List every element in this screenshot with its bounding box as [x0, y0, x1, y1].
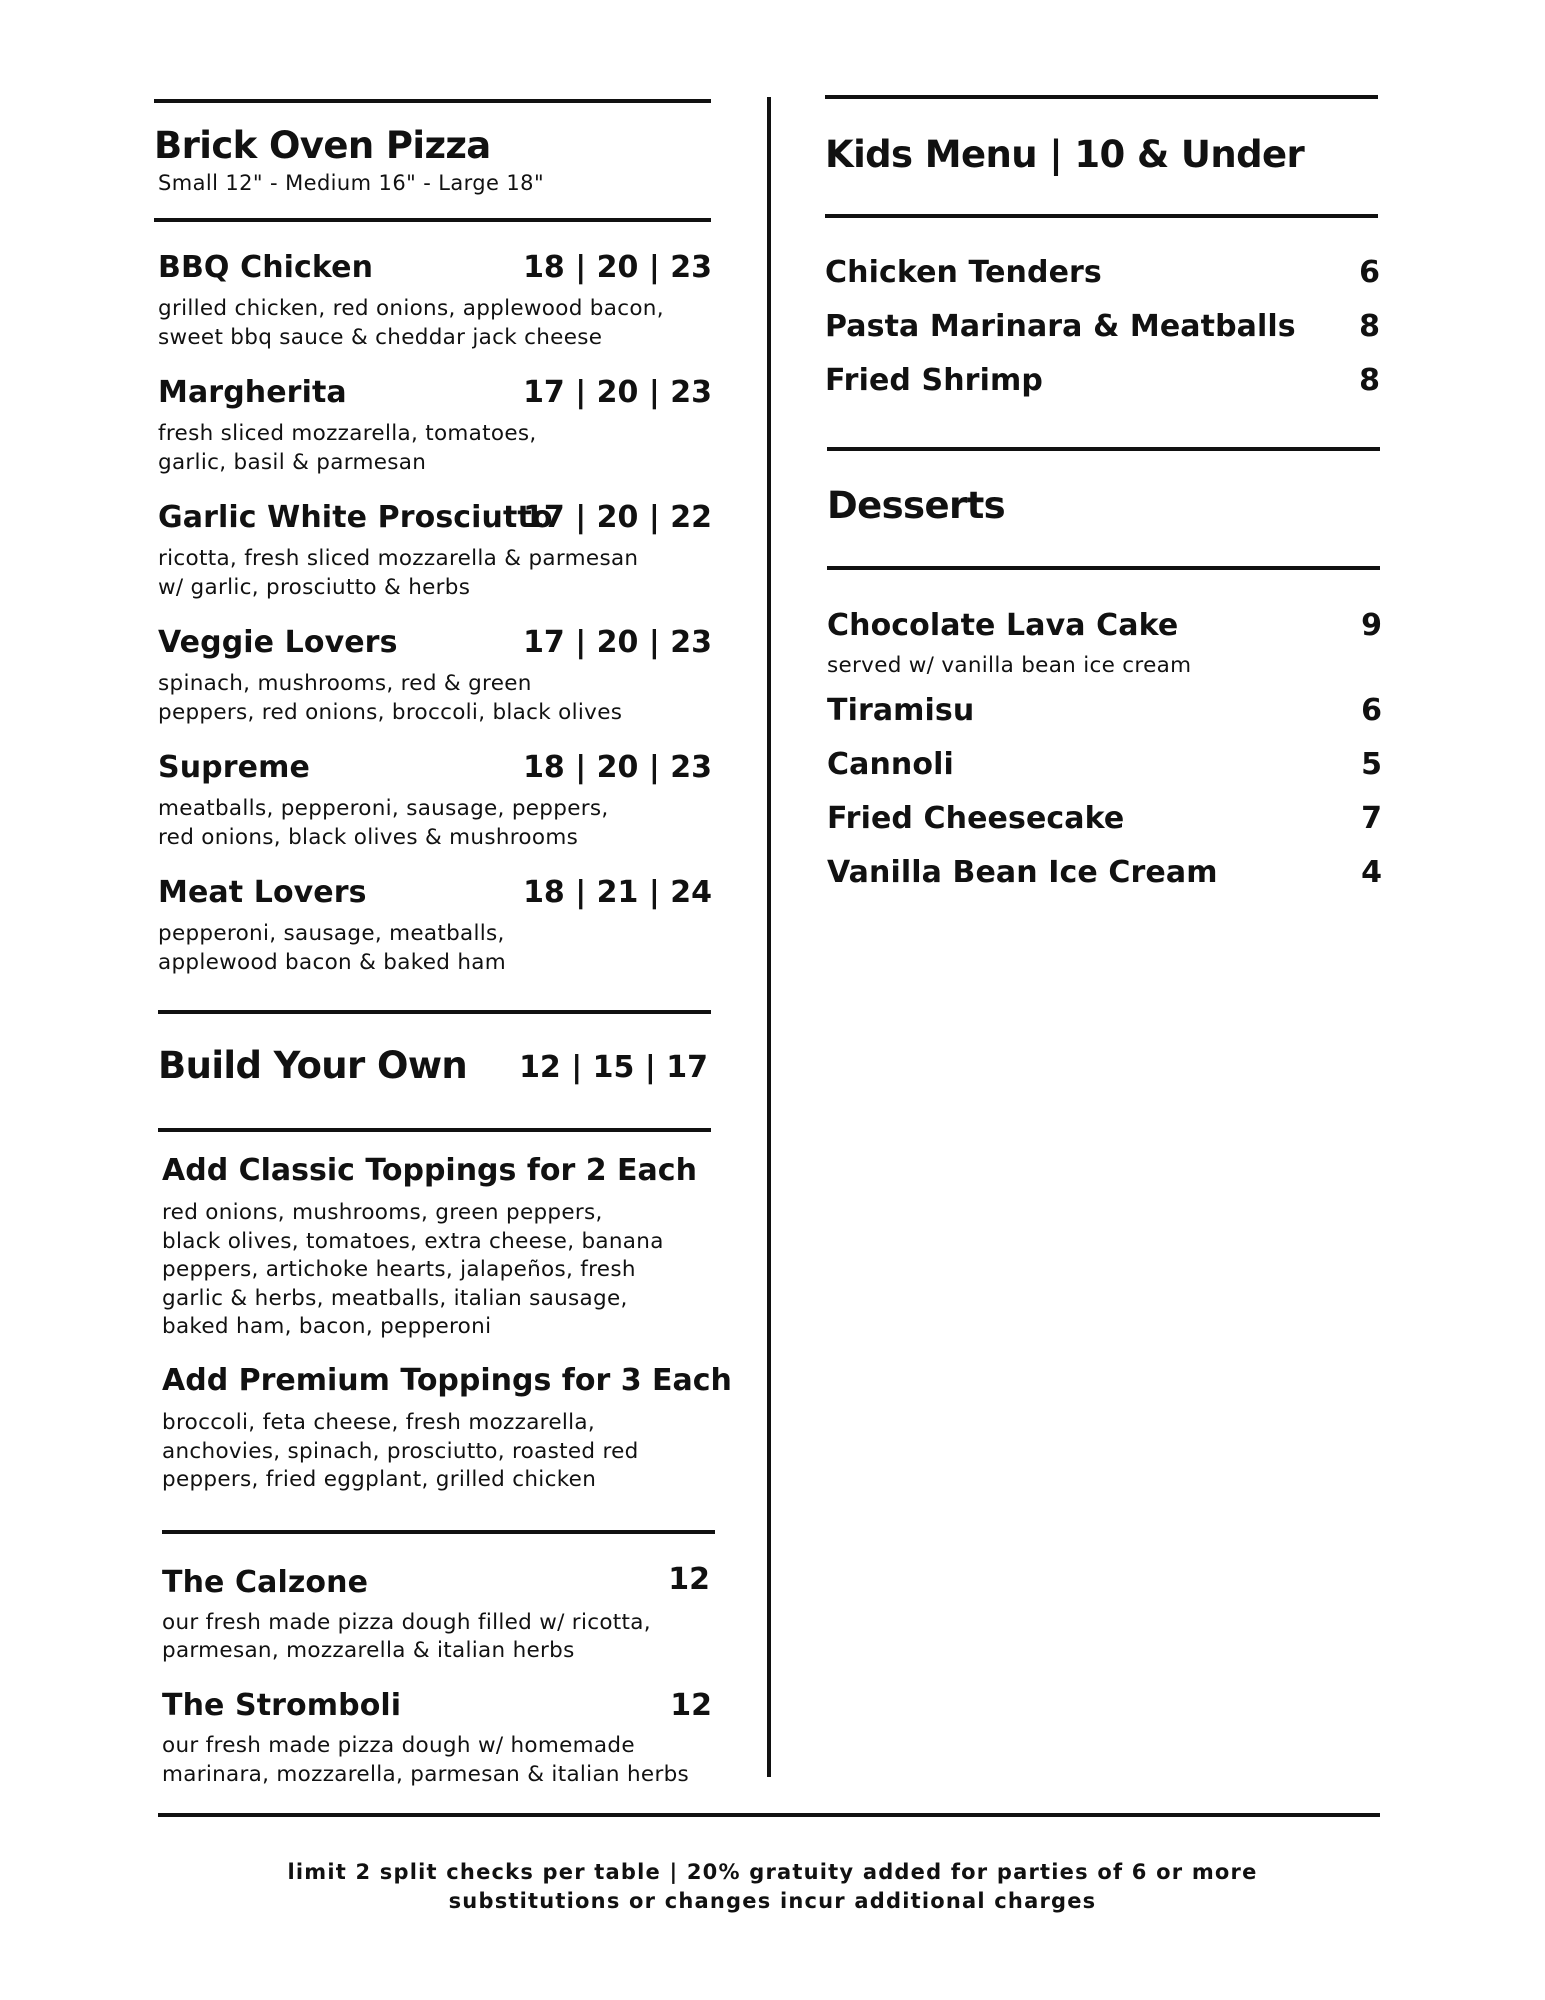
- footer-rule: [158, 1813, 1380, 1817]
- desserts-top-rule: [827, 447, 1380, 451]
- premium-toppings-line: anchovies, spinach, prosciutto, roasted red: [162, 1439, 639, 1464]
- item-name: The Stromboli: [162, 1688, 402, 1723]
- item-price: 18 | 21 | 24: [523, 875, 712, 910]
- item-description: w/ garlic, prosciutto & herbs: [158, 575, 471, 600]
- item-name: Chocolate Lava Cake: [827, 608, 1179, 643]
- classic-toppings-title: Add Classic Toppings for 2 Each: [162, 1153, 697, 1188]
- item-price: 12: [670, 1688, 712, 1723]
- kids-top-rule: [825, 95, 1378, 99]
- item-name: Margherita: [158, 375, 347, 410]
- item-name: Vanilla Bean Ice Cream: [827, 855, 1218, 890]
- item-description: red onions, black olives & mushrooms: [158, 825, 579, 850]
- build-section-title: Build Your Own: [158, 1044, 468, 1087]
- premium-toppings-title: Add Premium Toppings for 3 Each: [162, 1363, 732, 1398]
- item-description: pepperoni, sausage, meatballs,: [158, 921, 505, 946]
- item-description: fresh sliced mozzarella, tomatoes,: [158, 421, 537, 446]
- desserts-bottom-rule: [827, 566, 1380, 570]
- item-description: peppers, red onions, broccoli, black olives: [158, 700, 623, 725]
- item-description: grilled chicken, red onions, applewood bacon,: [158, 296, 664, 321]
- item-description: garlic, basil & parmesan: [158, 450, 427, 475]
- desserts-section-title: Desserts: [827, 484, 1006, 527]
- item-description: spinach, mushrooms, red & green: [158, 671, 532, 696]
- item-description: parmesan, mozzarella & italian herbs: [162, 1638, 575, 1663]
- kids-section-title: Kids Menu | 10 & Under: [825, 133, 1305, 176]
- item-name: Chicken Tenders: [825, 255, 1102, 290]
- item-price: 6: [1361, 693, 1382, 728]
- classic-toppings-line: red onions, mushrooms, green peppers,: [162, 1200, 603, 1225]
- item-description: our fresh made pizza dough w/ homemade: [162, 1733, 635, 1758]
- item-price: 18 | 20 | 23: [523, 250, 712, 285]
- classic-toppings-line: black olives, tomatoes, extra cheese, banana: [162, 1229, 664, 1254]
- item-description: applewood bacon & baked ham: [158, 950, 506, 975]
- item-name: Tiramisu: [827, 693, 975, 728]
- item-price: 18 | 20 | 23: [523, 750, 712, 785]
- item-description: ricotta, fresh sliced mozzarella & parmesan: [158, 546, 639, 571]
- item-price: 7: [1361, 801, 1382, 836]
- item-description: our fresh made pizza dough filled w/ ricotta,: [162, 1610, 651, 1635]
- item-name: Meat Lovers: [158, 875, 367, 910]
- item-name: Supreme: [158, 750, 310, 785]
- pizza-top-rule: [154, 99, 711, 103]
- item-price: 17 | 20 | 22: [523, 500, 712, 535]
- item-description: sweet bbq sauce & cheddar jack cheese: [158, 325, 603, 350]
- specials-top-rule: [162, 1530, 715, 1534]
- build-price: 12 | 15 | 17: [519, 1050, 708, 1085]
- item-price: 17 | 20 | 23: [523, 625, 712, 660]
- item-price: 9: [1361, 608, 1382, 643]
- column-divider: [767, 97, 771, 1777]
- item-name: Pasta Marinara & Meatballs: [825, 309, 1296, 344]
- pizza-bottom-rule: [154, 218, 711, 222]
- pizza-sizes: Small 12" - Medium 16" - Large 18": [158, 171, 545, 195]
- item-name: BBQ Chicken: [158, 250, 374, 285]
- item-description: marinara, mozzarella, parmesan & italian herbs: [162, 1762, 690, 1787]
- item-name: The Calzone: [162, 1565, 369, 1600]
- build-top-rule: [158, 1010, 711, 1014]
- item-name: Cannoli: [827, 747, 954, 782]
- pizza-section-title: Brick Oven Pizza: [154, 124, 491, 167]
- item-price: 8: [1359, 363, 1380, 398]
- item-name: Fried Shrimp: [825, 363, 1043, 398]
- premium-toppings-line: peppers, fried eggplant, grilled chicken: [162, 1467, 597, 1492]
- item-price: 5: [1361, 747, 1382, 782]
- item-description: served w/ vanilla bean ice cream: [827, 653, 1192, 678]
- item-price: 17 | 20 | 23: [523, 375, 712, 410]
- item-description: meatballs, pepperoni, sausage, peppers,: [158, 796, 609, 821]
- kids-bottom-rule: [825, 214, 1378, 218]
- item-name: Garlic White Prosciutto: [158, 500, 553, 535]
- premium-toppings-line: broccoli, feta cheese, fresh mozzarella,: [162, 1410, 596, 1435]
- footer-note-2: substitutions or changes incur additional charges: [448, 1889, 1097, 1913]
- classic-toppings-line: baked ham, bacon, pepperoni: [162, 1314, 492, 1339]
- item-price: 4: [1361, 855, 1382, 890]
- item-name: Fried Cheesecake: [827, 801, 1125, 836]
- item-name: Veggie Lovers: [158, 625, 398, 660]
- item-price: 6: [1359, 255, 1380, 290]
- footer-note-1: limit 2 split checks per table | 20% gratuity added for parties of 6 or more: [287, 1860, 1258, 1884]
- item-price: 8: [1359, 309, 1380, 344]
- item-price: 12: [668, 1562, 710, 1597]
- build-bottom-rule: [158, 1128, 711, 1132]
- classic-toppings-line: peppers, artichoke hearts, jalapeños, fresh: [162, 1257, 636, 1282]
- classic-toppings-line: garlic & herbs, meatballs, italian sausage,: [162, 1286, 628, 1311]
